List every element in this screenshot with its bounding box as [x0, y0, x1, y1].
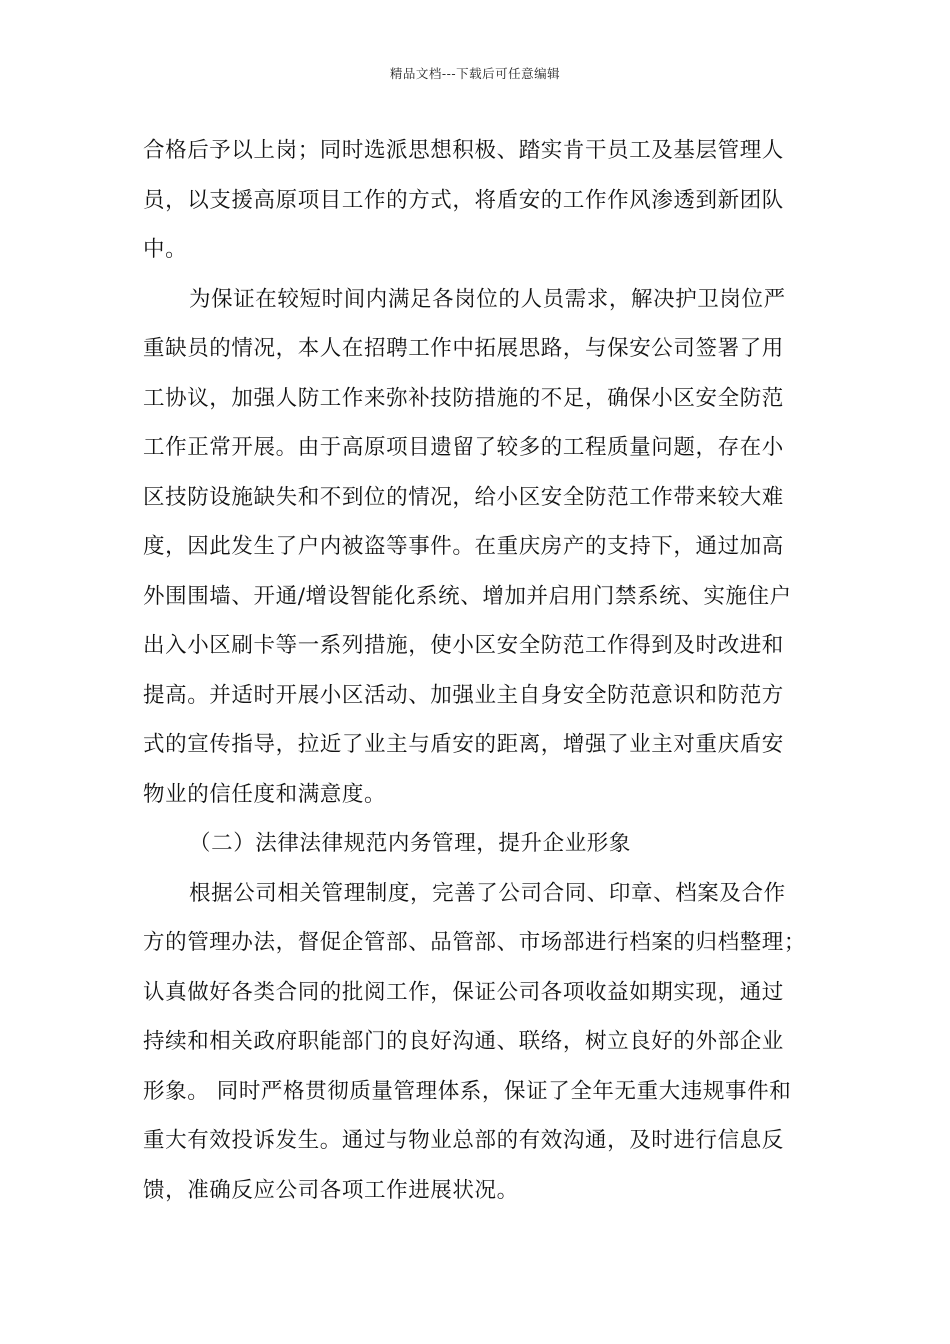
text-line: 重大有效投诉发生。通过与物业总部的有效沟通，及时进行信息反	[143, 1128, 784, 1153]
text-line: 重缺员的情况，本人在招聘工作中拓展思路，与保安公司签署了用	[143, 336, 784, 361]
text-line: 区技防设施缺失和不到位的情况，给小区安全防范工作带来较大难	[143, 484, 784, 510]
paragraph-first-line: 根据公司相关管理制度，完善了公司合同、印章、档案及合作	[189, 880, 786, 906]
text-line: 工作正常开展。由于高原项目遗留了较多的工程质量问题，存在小	[143, 435, 784, 460]
document-body	[143, 126, 823, 1215]
text-line: 馈，准确反应公司各项工作进展状况。	[143, 1177, 519, 1203]
text-line: 员，以支援高原项目工作的方式，将盾安的工作作风渗透到新团队	[143, 187, 784, 213]
text-line: 提高。并适时开展小区活动、加强业主自身安全防范意识和防范方	[143, 682, 784, 708]
section-heading: （二）法律法律规范内务管理，提升企业形象	[189, 831, 632, 856]
text-line: 出入小区刷卡等一系列措施，使小区安全防范工作得到及时改进和	[143, 633, 784, 658]
text-line: 工协议，加强人防工作来弥补技防措施的不足，确保小区安全防范	[143, 385, 784, 411]
text-line: 物业的信任度和满意度。	[143, 781, 387, 807]
text-line: 形象。 同时严格贯彻质量管理体系，保证了全年无重大违规事件和	[143, 1078, 792, 1104]
paragraph-first-line: 为保证在较短时间内满足各岗位的人员需求，解决护卫岗位严	[189, 286, 786, 312]
page-header: 精品文档---下载后可任意编辑	[389, 66, 561, 81]
text-line: 外围围墙、开通/增设智能化系统、增加并启用门禁系统、实施住户	[143, 583, 792, 609]
text-line: 中。	[143, 237, 188, 262]
text-line: 式的宣传指导，拉近了业主与盾安的距离，增强了业主对重庆盾安	[143, 732, 784, 757]
text-line: 方的管理办法，督促企管部、品管部、市场部进行档案的归档整理；	[143, 930, 807, 955]
text-line: 度，因此发生了户内被盗等事件。在重庆房产的支持下，通过加高	[143, 534, 784, 559]
text-line: 合格后予以上岗；同时选派思想积极、踏实肯干员工及基层管理人	[143, 138, 784, 163]
text-line: 认真做好各类合同的批阅工作，保证公司各项收益如期实现，通过	[143, 979, 784, 1005]
text-line: 持续和相关政府职能部门的良好沟通、联络，树立良好的外部企业	[143, 1029, 784, 1054]
